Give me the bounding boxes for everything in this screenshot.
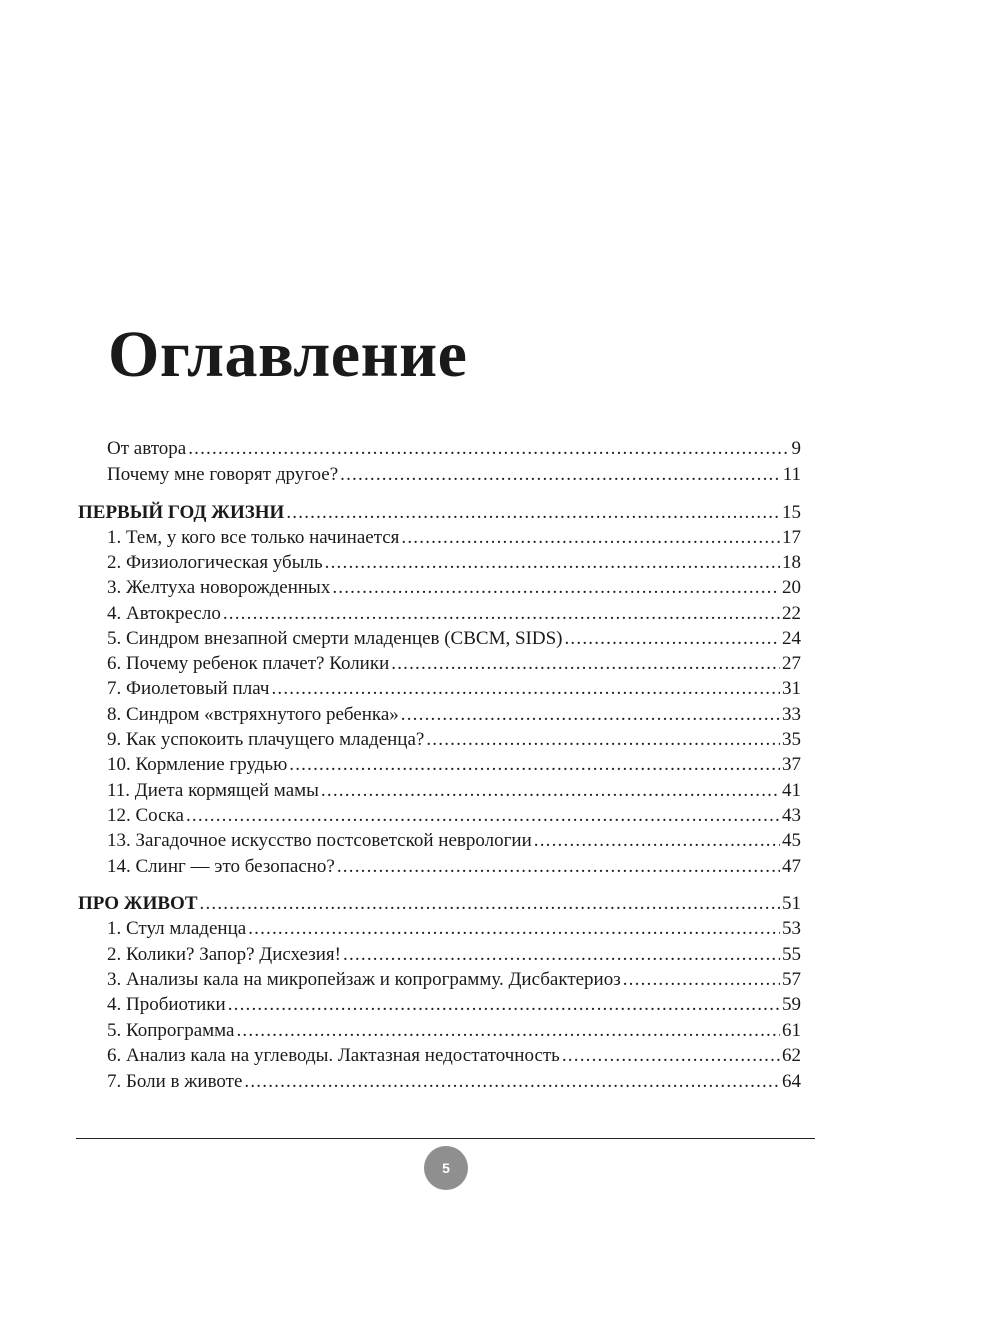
toc-entry-label: Почему мне говорят другое? [107,464,339,485]
page-number-badge: 5 [424,1146,468,1190]
toc-page-number: 55 [782,944,801,965]
toc-entry-from-author[interactable] [107,436,801,462]
toc-entry[interactable] [107,601,801,627]
toc-page-number: 11 [782,464,801,485]
footer-divider [76,1138,815,1139]
toc-page-number: 24 [782,628,801,649]
toc-entry-label: 4. Автокресло [107,603,221,624]
toc-entry[interactable] [107,525,801,551]
toc-entry-label: 9. Как успокоить плачущего младенца? [107,729,425,750]
toc-entry[interactable] [107,1043,801,1069]
toc-entry[interactable] [107,1069,801,1095]
toc-page-number: 22 [782,603,801,624]
toc-page-number: 31 [782,678,801,699]
toc-page-number: 17 [782,527,801,548]
toc-leader-dots [623,967,780,993]
toc-entry[interactable] [107,752,801,778]
toc-page-number: 33 [782,704,801,725]
toc-entry-label: 6. Почему ребенок плачет? Колики [107,653,390,674]
toc-entry[interactable] [107,550,801,576]
toc-page-number: 47 [782,856,801,877]
toc-entry-label: 3. Желтуха новорожденных [107,577,331,598]
toc-leader-dots [223,601,780,627]
toc-leader-dots [337,854,780,880]
toc-leader-dots [248,916,780,942]
toc-leader-dots [343,942,780,968]
toc-page-number: 27 [782,653,801,674]
toc-leader-dots [562,1043,780,1069]
toc-leader-dots [426,727,780,753]
toc-entry-label: 1. Стул младенца [107,918,247,939]
toc-page-number: 18 [782,552,801,573]
toc-section-first-year[interactable] [78,500,801,526]
toc-entry[interactable] [107,1018,801,1044]
toc-entry-label: 5. Копрограмма [107,1020,235,1041]
toc-page-number: 35 [782,729,801,750]
toc-entry[interactable] [107,651,801,677]
toc-leader-dots [286,500,780,526]
toc-entry[interactable] [107,778,801,804]
toc-leader-dots [534,828,780,854]
toc-page-number: 64 [782,1071,801,1092]
toc-entry[interactable] [107,967,801,993]
toc-entry[interactable] [107,916,801,942]
toc-page-number: 61 [782,1020,801,1041]
toc-entry-label: 8. Синдром «встряхнутого ребенка» [107,704,399,725]
toc-leader-dots [186,803,780,829]
toc-page-number: 20 [782,577,801,598]
toc-entry-label: 14. Слинг — это безопасно? [107,856,335,877]
toc-entry-label: 4. Пробиотики [107,994,226,1015]
toc-page-number: 57 [782,969,801,990]
toc-entry-label: 7. Боли в животе [107,1071,243,1092]
toc-leader-dots [332,575,780,601]
toc-leader-dots [321,778,780,804]
toc-page-number: 45 [782,830,801,851]
toc-page-number: 37 [782,754,801,775]
toc-leader-dots [188,436,789,462]
page-title: Оглавление [108,318,468,391]
toc-entry-label: 2. Физиологическая убыль [107,552,323,573]
toc-entry[interactable] [107,676,801,702]
toc-entry-label: 13. Загадочное искусство постсоветской неврологии [107,830,532,851]
toc-entry-label: 1. Тем, у кого все только начинается [107,527,400,548]
toc-entry-why-different[interactable] [107,462,801,488]
toc-leader-dots [200,891,781,917]
toc-leader-dots [401,525,780,551]
toc-leader-dots [325,550,780,576]
toc-leader-dots [244,1069,780,1095]
toc-entry-label: 6. Анализ кала на углеводы. Лактазная недостаточность [107,1045,560,1066]
toc-leader-dots [391,651,780,677]
toc-leader-dots [340,462,781,488]
toc-entry-label: 10. Кормление грудью [107,754,288,775]
toc-leader-dots [289,752,780,778]
toc-entry-label: От автора [107,438,187,459]
toc-page-number: 41 [782,780,801,801]
toc-page-number: 9 [791,438,801,459]
toc-entry-label: 5. Синдром внезапной смерти младенцев (СВСМ, SIDS) [107,628,563,649]
toc-page-number: 62 [782,1045,801,1066]
toc-page-number: 59 [782,994,801,1015]
toc-section-label: ПРО ЖИВОТ [78,893,198,914]
toc-section-about-belly[interactable] [78,891,801,917]
toc-entry-label: 12. Соска [107,805,184,826]
toc-leader-dots [236,1018,780,1044]
toc-entry[interactable] [107,942,801,968]
toc-entry[interactable] [107,828,801,854]
toc-entry[interactable] [107,803,801,829]
toc-entry[interactable] [107,702,801,728]
toc-leader-dots [228,992,780,1018]
toc-leader-dots [401,702,780,728]
toc-entry-label: 7. Фиолетовый плач [107,678,270,699]
toc-entry[interactable] [107,854,801,880]
toc-entry-label: 2. Колики? Запор? Дисхезия! [107,944,342,965]
toc-page-number: 43 [782,805,801,826]
toc-page-number: 15 [782,502,801,523]
toc-page-number: 53 [782,918,801,939]
toc-entry-label: 3. Анализы кала на микропейзаж и копрограмму. Дисбактериоз [107,969,621,990]
toc-entry[interactable] [107,575,801,601]
toc-leader-dots [271,676,780,702]
toc-entry[interactable] [107,727,801,753]
toc-page-number: 51 [782,893,801,914]
toc-section-label: ПЕРВЫЙ ГОД ЖИЗНИ [78,502,285,523]
toc-leader-dots [564,626,780,652]
toc-entry-label: 11. Диета кормящей мамы [107,780,319,801]
toc-entry[interactable] [107,992,801,1018]
toc-entry[interactable] [107,626,801,652]
